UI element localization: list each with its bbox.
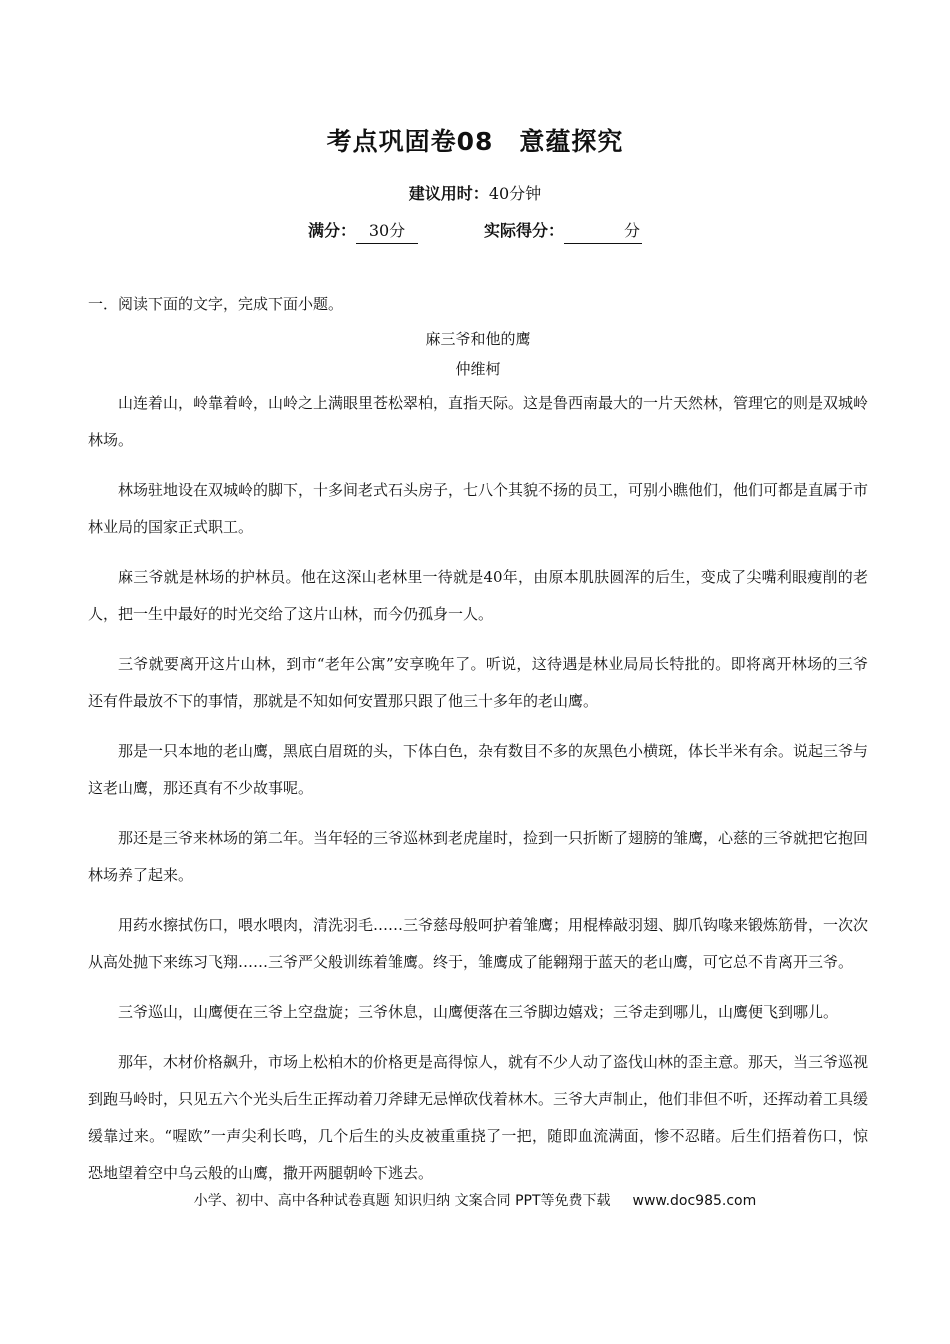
paragraph: 麻三爷就是林场的护林员。他在这深山老林里一待就是40年，由原本肌肤圆浑的后生，变成了尖嘴利眼瘦削的老人，把一生中最好的时光交给了这片山林，而今仍孤身一人。 <box>88 568 868 623</box>
paragraph: 林场驻地设在双城岭的脚下，十多间老式石头房子，七八个其貌不扬的员工，可别小瞧他们，他们可都是直属于市林业局的国家正式职工。 <box>88 481 869 536</box>
full-score-value: 30分 <box>356 219 418 244</box>
footer-text: 小学、初中、高中各种试卷真题 知识归纳 文案合同 PPT等免费下载 <box>193 1193 611 1209</box>
paragraph: 那还是三爷来林场的第二年。当年轻的三爷巡林到老虎崖时，捡到一只折断了翅膀的雏鹰，心慈的三爷就把它抱回林场养了起来。 <box>88 829 869 884</box>
article-body <box>88 385 868 1192</box>
paragraph: 用药水擦拭伤口，喂水喂肉，清洗羽毛……三爷慈母般呵护着雏鹰；用棍棒敲羽翅、脚爪钩喙来锻炼筋骨，一次次从高处抛下来练习飞翔……三爷严父般训练着雏鹰。终于，雏鹰成了能翱翔于蓝天的老山鹰，可它总不肯离开三爷。 <box>88 916 869 971</box>
actual-score-blank: 分 <box>564 219 642 244</box>
paragraph: 那年，木材价格飙升，市场上松柏木的价格更是高得惊人，就有不少人动了盗伐山林的歪主意。那天，当三爷巡视到跑马岭时，只见五六个光头后生正挥动着刀斧肆无忌惮砍伐着林木。三爷大声制止，他们非但不听，还挥动着工具缓缓靠过来。“喔欧”一声尖利长鸣，几个后生的头皮被重重挠了一把，随即血流满面，惨不忍睹。后生们捂着伤口，惊恐地望着空中乌云般的山鹰，撒开两腿朝岭下逃去。 <box>88 1053 869 1182</box>
paragraph: 三爷巡山，山鹰便在三爷上空盘旋；三爷休息，山鹰便落在三爷脚边嬉戏；三爷走到哪儿，山鹰便飞到哪儿。 <box>118 1003 839 1021</box>
page-footer <box>0 1190 950 1212</box>
full-score-label: 满分： <box>307 221 356 240</box>
section-heading: 一．阅读下面的文字，完成下面小题。 <box>88 295 344 313</box>
actual-score-label: 实际得分： <box>484 221 565 240</box>
suggested-time-value: 40分钟 <box>488 184 542 203</box>
paragraph: 那是一只本地的老山鹰，黑底白眉斑的头，下体白色，杂有数目不多的灰黑色小横斑，体长半米有余。说起三爷与这老山鹰，那还真有不少故事呢。 <box>88 742 869 797</box>
suggested-time <box>0 182 950 206</box>
reading-section <box>88 292 868 1205</box>
footer-site: www.doc985.com <box>632 1193 757 1209</box>
article-title: 麻三爷和他的鹰 <box>425 330 531 348</box>
suggested-time-label: 建议用时： <box>408 184 489 203</box>
score-line <box>0 219 950 244</box>
article-author: 仲维柯 <box>455 360 501 378</box>
page-title: 考点巩固卷08 意蕴探究 <box>326 127 624 156</box>
paragraph: 山连着山，岭靠着岭，山岭之上满眼里苍松翠柏，直指天际。这是鲁西南最大的一片天然林，管理它的则是双城岭林场。 <box>88 394 869 449</box>
paragraph: 三爷就要离开这片山林，到市“老年公寓”安享晚年了。听说，这待遇是林业局局长特批的。即将离开林场的三爷还有件最放不下的事情，那就是不知如何安置那只跟了他三十多年的老山鹰。 <box>88 655 868 710</box>
